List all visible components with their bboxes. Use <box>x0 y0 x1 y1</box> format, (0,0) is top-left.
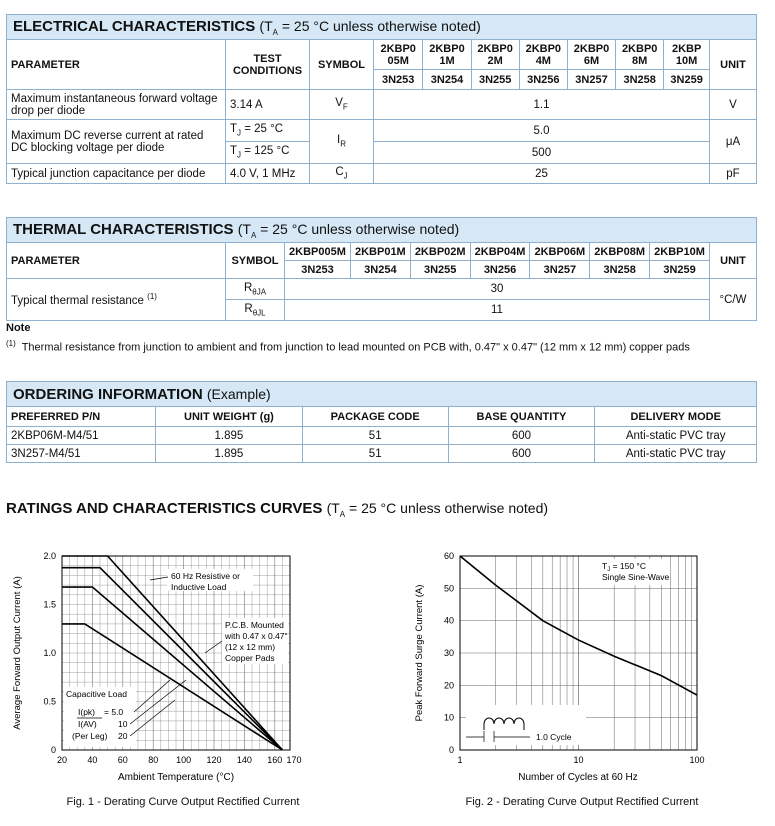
part-bottom-5: 3N258 <box>616 70 664 90</box>
thermal-part-bottom-0: 3N253 <box>285 261 351 279</box>
ordering-subtitle: (Example) <box>206 385 271 402</box>
fig1-ann-v3: 20 <box>118 731 128 741</box>
thermal-unit: °C/W <box>710 279 757 321</box>
row-reverse-current-unit: μA <box>710 120 757 164</box>
row-capacitance-unit: pF <box>710 164 757 184</box>
tj-sub: J <box>237 150 242 160</box>
row-capacitance-param: Typical junction capacitance per diode <box>7 164 226 184</box>
ordering-row-1-quantity: 600 <box>448 445 595 463</box>
symbol-text: R <box>244 302 253 315</box>
row-reverse-current-symbol <box>310 120 374 164</box>
symbol-text: I <box>337 134 341 147</box>
ordering-row-1-delivery: Anti-static PVC tray <box>595 445 757 463</box>
ordering-row-1-package: 51 <box>302 445 448 463</box>
fig2-ann-tj: $T_J = 150$ °C <box>602 561 646 573</box>
ordering-header-weight: UNIT WEIGHT (g) <box>156 407 303 427</box>
thermal-header-unit: UNIT <box>710 243 757 279</box>
row-reverse-current-test-1 <box>226 120 310 142</box>
fig2-xtick: 10 <box>573 755 584 765</box>
header-test-conditions: TEST CONDITIONS <box>226 40 310 90</box>
ordering-header-delivery: DELIVERY MODE <box>595 407 757 427</box>
part-bottom-6: 3N259 <box>664 70 710 90</box>
fig1-xtick: 170 <box>286 755 302 765</box>
electrical-table <box>6 14 757 184</box>
symbol-sub: R <box>340 139 346 149</box>
electrical-title <box>7 15 757 40</box>
row-capacitance-test: 4.0 V, 1 MHz <box>226 164 310 184</box>
ordering-table <box>6 381 757 463</box>
cond-pre: (T <box>326 500 340 516</box>
fig1-ytick: 0.5 <box>43 696 56 707</box>
fig1-ann-pcb-l2: with 0.47 x 0.47" <box>225 631 288 641</box>
fig1-leader-resistive <box>150 577 168 580</box>
header-symbol: SYMBOL <box>310 40 374 90</box>
thermal-part-top-2: 2KBP02M <box>410 243 470 261</box>
thermal-part-bottom-1: 3N254 <box>350 261 410 279</box>
thermal-part-bottom-6: 3N259 <box>650 261 710 279</box>
fig1-ytick: 2.0 <box>43 551 56 561</box>
header-unit: UNIT <box>710 40 757 90</box>
cond-post: = 25 °C unless otherwise noted) <box>345 500 549 516</box>
symbol-sub: F <box>342 102 348 112</box>
fig1-ann-v1: = 5.0 <box>104 707 124 717</box>
fig1-ann-pcb-l3: (12 x 12 mm) <box>225 642 276 652</box>
note-text <box>6 339 690 354</box>
row-forward-voltage-unit: V <box>710 90 757 120</box>
part-bottom-1: 3N254 <box>423 70 471 90</box>
part-top-5: 2KBP0 8M <box>616 40 664 70</box>
thermal-part-top-3: 2KBP04M <box>470 243 530 261</box>
row-forward-voltage-test: 3.14 A <box>226 90 310 120</box>
thermal-param-text: Typical thermal resistance <box>11 294 144 307</box>
fig1-leader-v2 <box>130 680 186 724</box>
note-body: Thermal resistance from junction to ambient and from junction to lead mounted on PCB with, 0.47" x 0.47" (12 mm x 12 mm) copper pads <box>21 341 690 354</box>
symbol-sub: θJA <box>252 287 267 297</box>
thermal-part-bottom-4: 3N257 <box>530 261 590 279</box>
fig1-ann-resistive-l1: 60 Hz Resistive or <box>171 571 240 581</box>
thermal-title <box>7 218 757 243</box>
part-bottom-4: 3N257 <box>567 70 615 90</box>
part-bottom-2: 3N255 <box>471 70 519 90</box>
part-top-4: 2KBP0 6M <box>567 40 615 70</box>
part-top-2: 2KBP0 2M <box>471 40 519 70</box>
thermal-part-top-6: 2KBP10M <box>650 243 710 261</box>
fig2-ytick: 20 <box>443 680 454 691</box>
electrical-condition <box>259 17 481 37</box>
fig2-ytick: 0 <box>448 745 454 755</box>
fig1-ann-resistive-l2: Inductive Load <box>171 582 227 592</box>
fig1-ytick: 1.5 <box>43 599 56 610</box>
thermal-condition <box>237 220 460 240</box>
part-bottom-0: 3N253 <box>374 70 423 90</box>
fig1-xtick: 100 <box>176 755 192 765</box>
electrical-title-text: ELECTRICAL CHARACTERISTICS <box>13 17 256 35</box>
fig2-ytick: 30 <box>443 648 454 658</box>
row-reverse-current-value-2: 500 <box>374 142 710 164</box>
thermal-title-text: THERMAL CHARACTERISTICS <box>13 220 234 238</box>
thermal-header-parameter: PARAMETER <box>7 243 226 279</box>
curves-condition <box>326 500 549 519</box>
thermal-part-top-5: 2KBP08M <box>590 243 650 261</box>
tj-sub: J <box>237 128 242 138</box>
fig2-ytick: 40 <box>443 615 454 626</box>
part-bottom-3: 3N256 <box>519 70 567 90</box>
curves-title-text: RATINGS AND CHARACTERISTICS CURVES <box>6 500 323 517</box>
row-forward-voltage-param: Maximum instantaneous forward voltage drop per diode <box>7 90 226 120</box>
note-label-text: Note <box>6 322 31 334</box>
fig2-ytick: 10 <box>443 712 454 723</box>
fig1-xtick: 40 <box>87 755 98 765</box>
thermal-param-sup: (1) <box>147 292 157 302</box>
fig2-xlabel: Number of Cycles at 60 Hz <box>518 772 638 783</box>
fig1-xtick: 140 <box>236 755 252 765</box>
header-parameter: PARAMETER <box>7 40 226 90</box>
thermal-symbol-jl <box>226 300 285 321</box>
thermal-part-top-4: 2KBP06M <box>530 243 590 261</box>
thermal-part-bottom-3: 3N256 <box>470 261 530 279</box>
fig1-ann-pcb-l1: P.C.B. Mounted <box>225 620 284 630</box>
ordering-title-text: ORDERING INFORMATION <box>13 385 203 403</box>
thermal-part-bottom-5: 3N258 <box>590 261 650 279</box>
symbol-text: C <box>335 166 344 179</box>
fig2-caption: Fig. 2 - Derating Curve Output Rectified Current <box>465 796 699 808</box>
ordering-row-1-pn: 3N257-M4/51 <box>7 445 156 463</box>
symbol-text: R <box>243 281 253 294</box>
part-top-6: 2KBP 10M <box>664 40 710 70</box>
tj-post: = 25 °C <box>241 123 284 136</box>
cond-sub: A <box>272 27 278 37</box>
thermal-value-ja: 30 <box>285 279 710 300</box>
fig2-ann-tj-rest: = 150 °C <box>610 561 646 571</box>
thermal-resistance-param <box>7 279 226 321</box>
fig1-ann-pcb-l4: Copper Pads <box>225 653 275 663</box>
row-capacitance-value: 25 <box>374 164 710 184</box>
part-top-0: 2KBP0 05M <box>374 40 423 70</box>
fig1-leader-pcb <box>205 641 222 653</box>
fig2-xtick: 100 <box>689 755 705 765</box>
thermal-part-top-1: 2KBP01M <box>350 243 410 261</box>
cond-sub: A <box>250 230 257 240</box>
cond-sub: A <box>339 509 346 519</box>
thermal-value-jl: 11 <box>285 300 710 321</box>
ordering-row-0-package: 51 <box>302 427 448 445</box>
symbol-sub: J <box>343 171 348 181</box>
fig2-ytick: 50 <box>443 583 454 594</box>
fig1-xtick: 80 <box>148 755 159 765</box>
fig2-ylabel: Peak Forward Surge Current (A) <box>414 584 425 722</box>
fig2-chart <box>400 545 740 790</box>
ordering-row-0-quantity: 600 <box>448 427 595 445</box>
thermal-header-symbol: SYMBOL <box>226 243 285 279</box>
tj-post: = 125 °C <box>241 145 290 158</box>
row-forward-voltage-symbol <box>310 90 374 120</box>
ordering-row-0-pn: 2KBP06M-M4/51 <box>7 427 156 445</box>
ordering-header-quantity: BASE QUANTITY <box>448 407 595 427</box>
fig2-xtick: 1 <box>457 755 463 765</box>
ordering-row-0-delivery: Anti-static PVC tray <box>595 427 757 445</box>
symbol-text: V <box>335 97 343 110</box>
fig2-ytick: 60 <box>443 551 454 561</box>
ordering-title <box>7 382 757 407</box>
part-top-3: 2KBP0 4M <box>519 40 567 70</box>
fig1-caption: Fig. 1 - Derating Curve Output Rectified Current <box>66 796 300 808</box>
thermal-part-bottom-2: 3N255 <box>410 261 470 279</box>
fig1-ann-cap: Capacitive Load <box>66 689 127 699</box>
tj-text: T <box>230 123 238 136</box>
fig1-ytick: 0 <box>50 745 56 755</box>
fig1-ann-perleg: (Per Leg) <box>72 731 108 741</box>
note-label <box>6 322 30 334</box>
cond-pre: (T <box>237 220 251 237</box>
ordering-header-pn: PREFERRED P/N <box>7 407 156 427</box>
thermal-symbol-ja <box>226 279 285 300</box>
row-reverse-current-value-1: 5.0 <box>374 120 710 142</box>
ordering-header-package: PACKAGE CODE <box>302 407 448 427</box>
fig1-ylabel: Average Forward Output Current (A) <box>12 576 23 730</box>
fig1-chart <box>0 545 320 790</box>
row-reverse-current-param: Maximum DC reverse current at rated DC blocking voltage per diode <box>7 120 226 164</box>
curves-title <box>6 500 548 519</box>
row-forward-voltage-value: 1.1 <box>374 90 710 120</box>
fig1-xtick: 60 <box>117 755 128 765</box>
fig1-xlabel: Ambient Temperature (°C) <box>117 772 235 783</box>
fig1-ann-v2: 10 <box>118 719 128 729</box>
thermal-table <box>6 217 757 321</box>
cond-post: = 25 °C unless otherwise noted) <box>277 17 481 34</box>
ordering-row-0-weight: 1.895 <box>156 427 303 445</box>
fig1-leader-v1 <box>134 680 170 712</box>
thermal-part-top-0: 2KBP005M <box>285 243 351 261</box>
tj-text: T <box>230 145 238 158</box>
row-capacitance-symbol <box>310 164 374 184</box>
fig2-ann-cycle: 1.0 Cycle <box>536 732 572 742</box>
fig1-ann-ipk: I(pk) <box>78 707 95 717</box>
fig1-xtick: 160 <box>267 755 283 765</box>
fig2-ann-sine: Single Sine-Wave <box>602 572 670 582</box>
fig1-ytick: 1.0 <box>43 648 56 658</box>
fig1-ann-iav: I(AV) <box>78 719 97 729</box>
fig2-ann-tj-sub: J <box>607 567 611 573</box>
fig1-xtick: 120 <box>206 755 222 765</box>
cond-post: = 25 °C unless otherwise noted) <box>256 220 460 237</box>
symbol-sub: θJL <box>252 308 266 318</box>
note-marker: (1) <box>6 339 16 348</box>
cond-pre: (T <box>259 17 273 34</box>
row-reverse-current-test-2 <box>226 142 310 164</box>
part-top-1: 2KBP0 1M <box>423 40 471 70</box>
fig1-xtick: 20 <box>56 755 68 765</box>
ordering-row-1-weight: 1.895 <box>156 445 303 463</box>
